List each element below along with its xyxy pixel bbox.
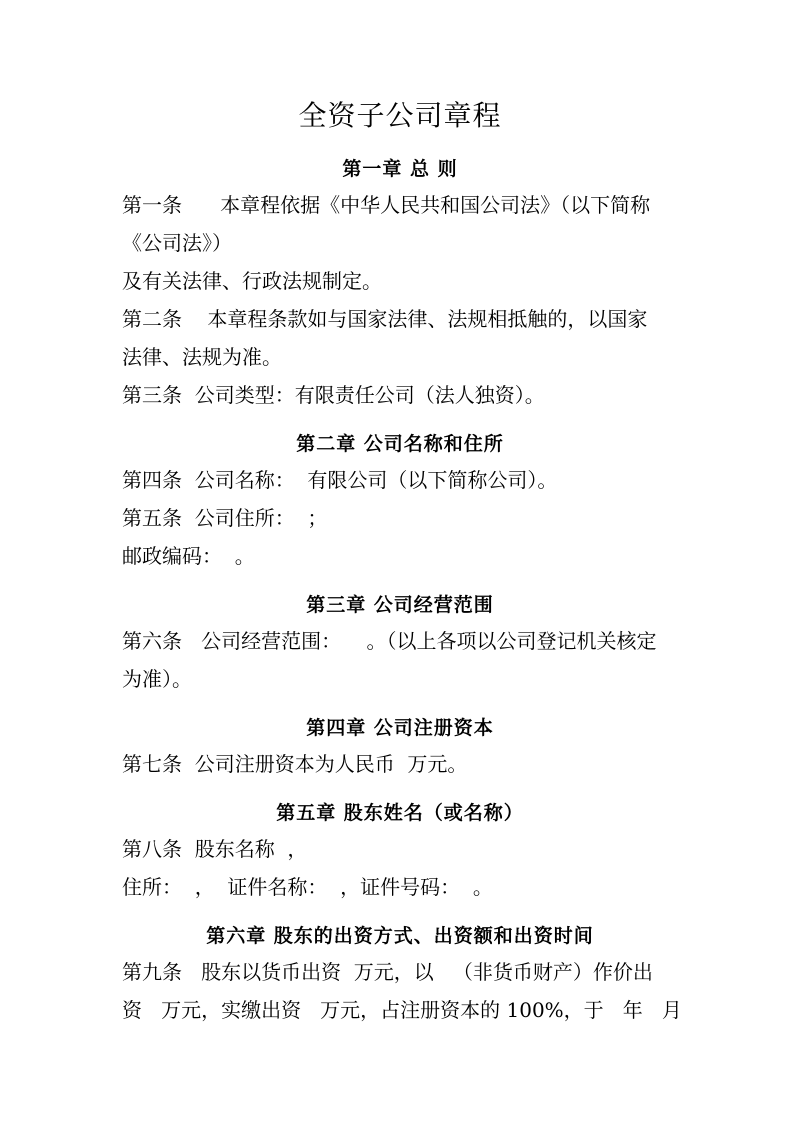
postal-code-line: 邮政编码： 。 <box>122 544 255 568</box>
chapter-3-heading: 第三章 公司经营范围 <box>306 594 494 616</box>
chapter-6-heading: 第六章 股东的出资方式、出资额和出资时间 <box>206 925 594 947</box>
chapter-4-heading: 第四章 公司注册资本 <box>306 717 494 739</box>
article-4-line: 第四条 公司名称： 有限公司（以下简称公司）。 <box>122 468 558 492</box>
article-1-line-1: 第一条 本章程依据《中华人民共和国公司法》（以下简称 <box>122 193 651 217</box>
document-title: 全资子公司章程 <box>298 99 502 132</box>
article-2-line-2: 法律、法规为准。 <box>122 345 282 369</box>
article-3-line: 第三条 公司类型：有限责任公司（法人独资）。 <box>122 383 545 407</box>
article-1-line-2: 《公司法》） <box>122 231 232 255</box>
article-6-line-1: 第六条 公司经营范围： 。（以上各项以公司登记机关核定 <box>122 629 657 653</box>
article-9-line-1: 第九条 股东以货币出资 万元，以 （非货币财产）作价出 <box>122 960 653 984</box>
chapter-5-heading: 第五章 股东姓名（或名称） <box>276 802 524 824</box>
article-5-line: 第五条 公司住所： ； <box>122 506 328 530</box>
article-8-line-1: 第八条 股东名称 ， <box>122 837 308 861</box>
article-9-line-2: 资 万元，实缴出资 万元，占注册资本的 100%，于 年 月 <box>122 998 682 1022</box>
article-8-line-2: 住所： ， 证件名称： ，证件号码： 。 <box>122 875 493 899</box>
article-1-line-3: 及有关法律、行政法规制定。 <box>122 269 382 293</box>
chapter-2-heading: 第二章 公司名称和住所 <box>296 433 504 455</box>
article-6-line-2: 为准）。 <box>122 667 192 691</box>
article-2-line-1: 第二条 本章程条款如与国家法律、法规相抵触的，以国家 <box>122 307 648 331</box>
chapter-1-heading: 第一章 总 则 <box>342 158 458 180</box>
article-7-line: 第七条 公司注册资本为人民币 万元。 <box>122 752 468 776</box>
